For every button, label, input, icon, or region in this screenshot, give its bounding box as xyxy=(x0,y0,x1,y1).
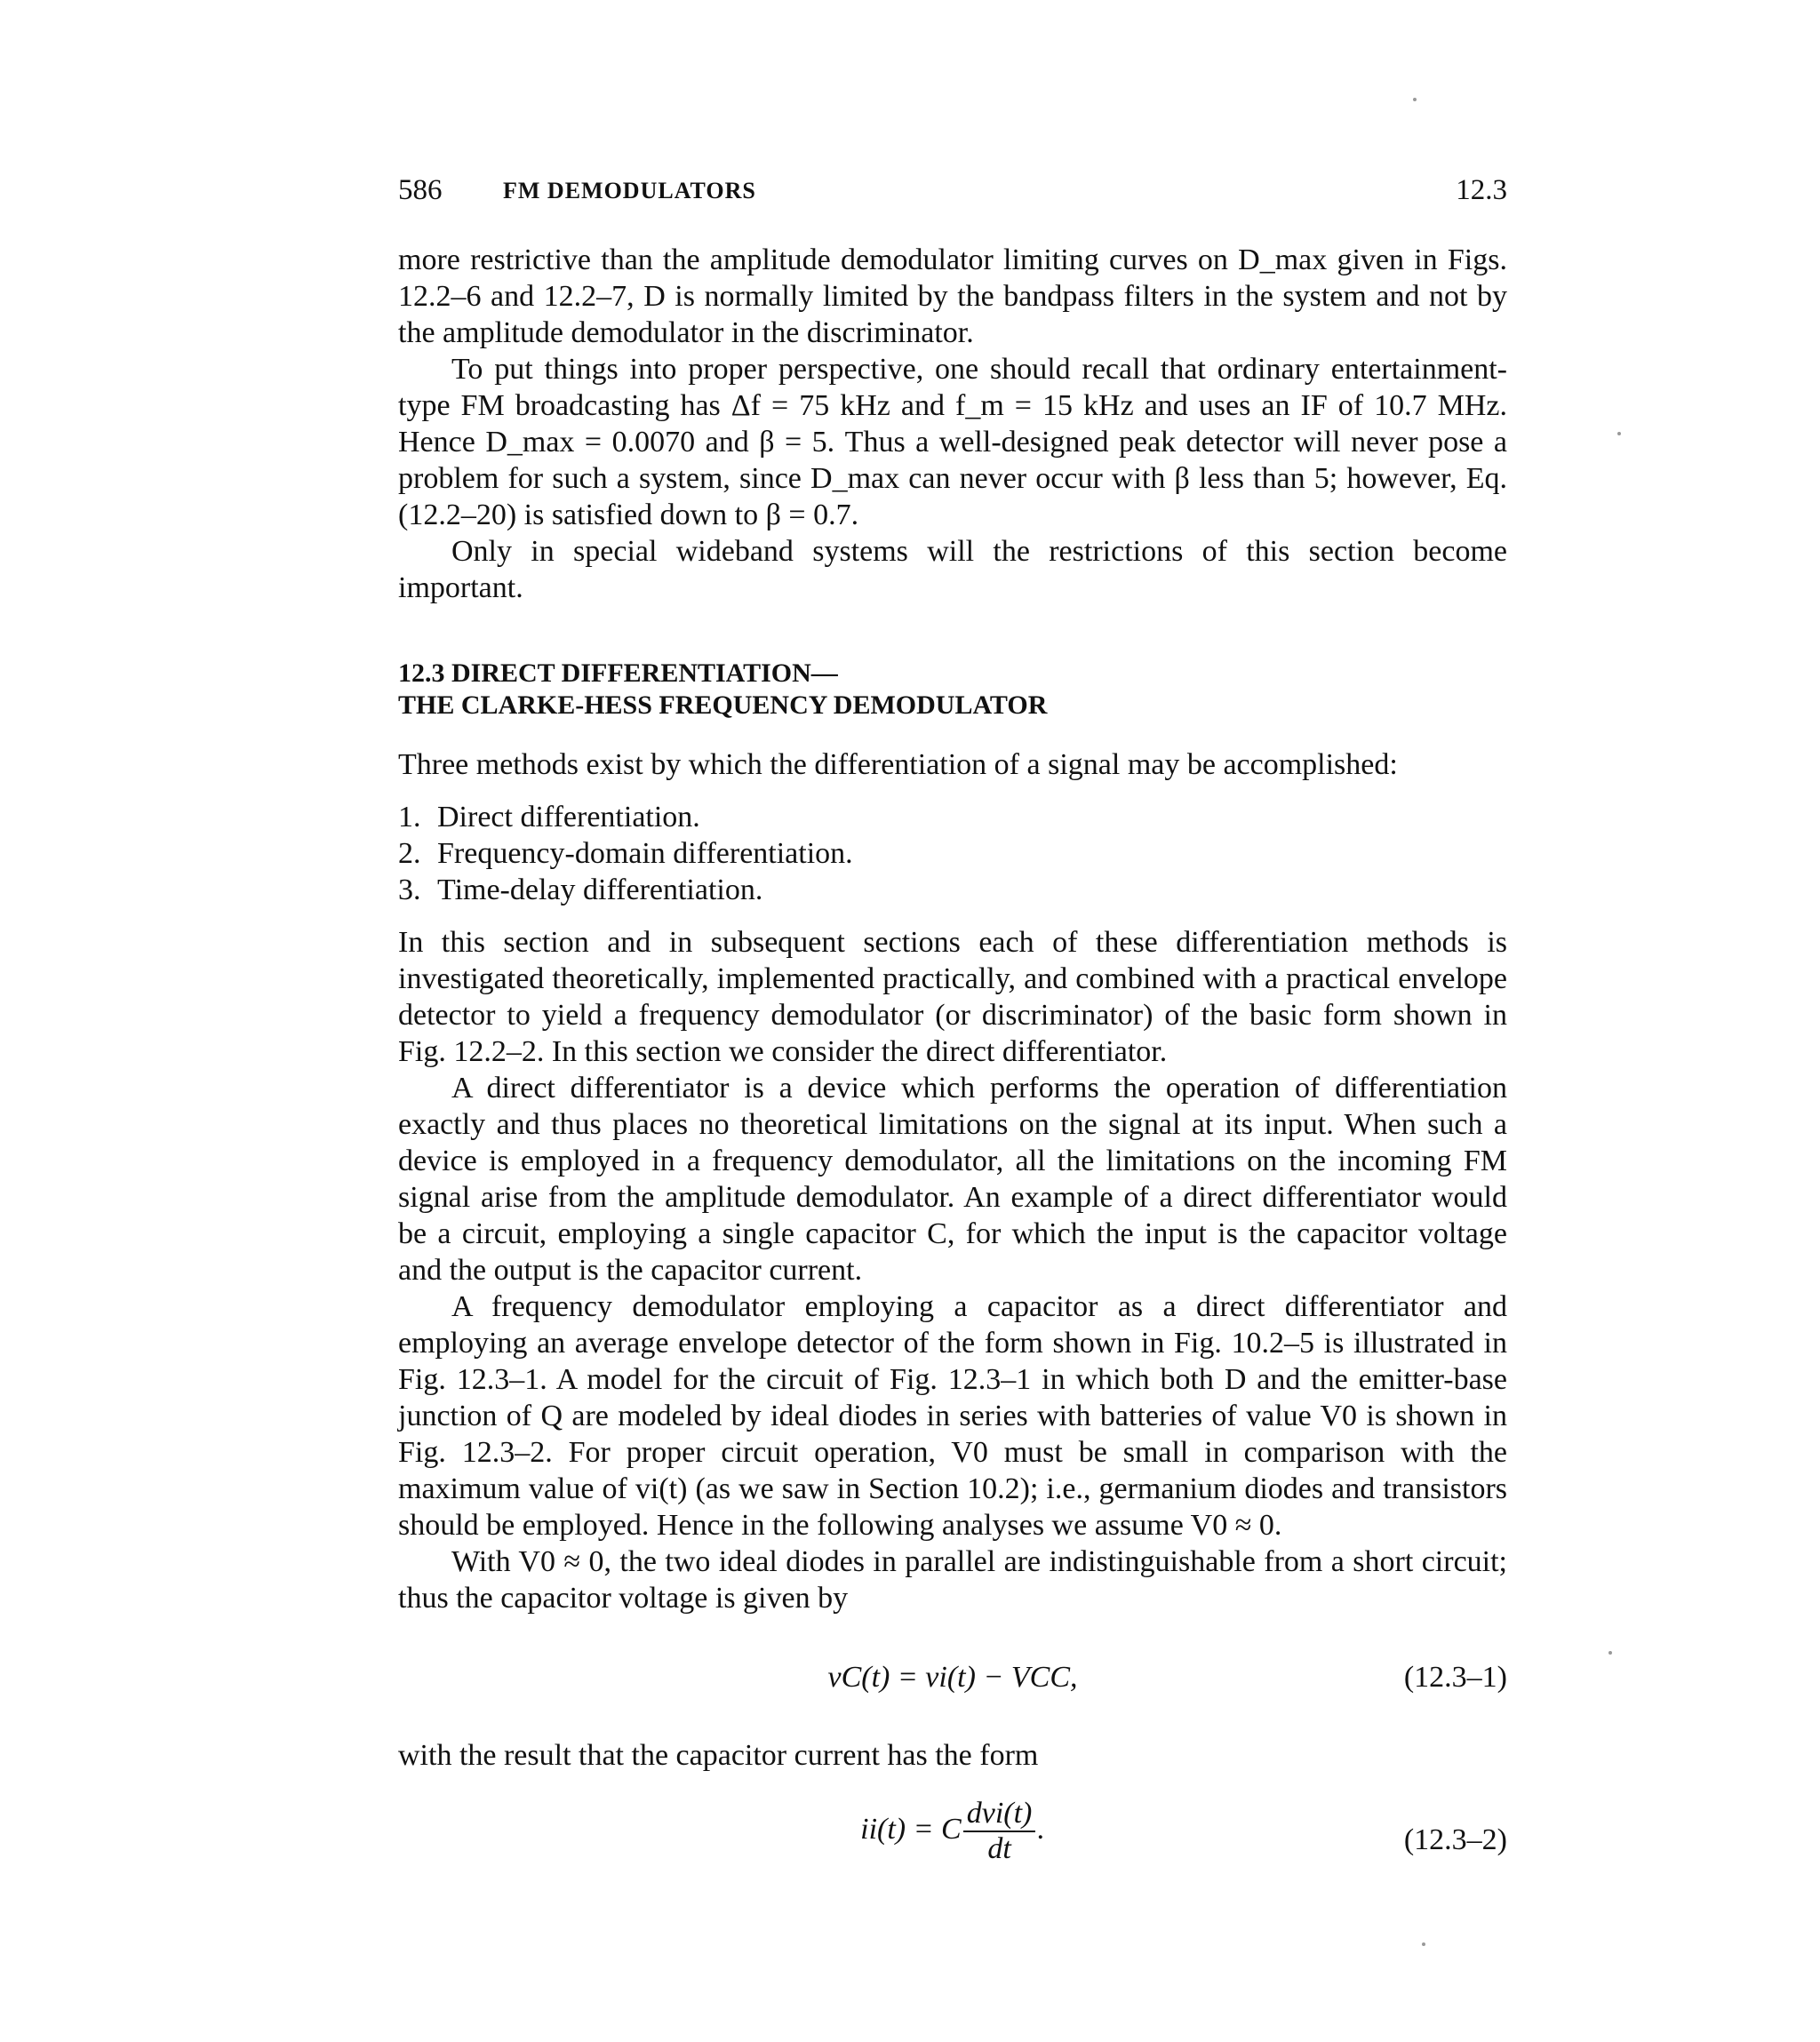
paragraph-short-circuit: With V0 ≈ 0, the two ideal diodes in parallel are indistinguishable from a short circuit; thus the capacitor voltage is given by xyxy=(398,1545,1507,1615)
speck-mark xyxy=(1608,1651,1612,1655)
list-item-number: 3. xyxy=(398,873,421,906)
derivative-fraction xyxy=(963,1797,1036,1866)
paragraph-methods: In this section and in subsequent sections each of these differentiation methods is investigated theoretically, implemented practically, and combined with a practical envelope detector to yield a frequency demodulator (or discriminator) of the basic form shown in Fig. 12.2–2. In this section we consider the direct differentiator. xyxy=(398,926,1507,1068)
equation-lhs: ii(t) = C xyxy=(860,1812,962,1846)
list-item-number: 2. xyxy=(398,837,421,870)
paragraph-continued: more restrictive than the amplitude demodulator limiting curves on D_max given in Figs. 12.2–6 and 12.2–7, D is normally limited by the bandpass filters in the system and not by the amplitude demodulator in the discriminator. xyxy=(398,243,1507,349)
methods-list xyxy=(398,799,1507,908)
list-item-text: Direct differentiation. xyxy=(437,801,700,834)
equation-number: (12.3–1) xyxy=(1403,1661,1507,1694)
speck-mark xyxy=(1413,98,1417,101)
page-header xyxy=(398,174,1507,213)
list-item-text: Frequency-domain differentiation. xyxy=(437,837,853,870)
equation-12-3-1 xyxy=(398,1648,1507,1711)
methods-intro: Three methods exist by which the differentiation of a signal may be accomplished: xyxy=(398,748,1398,781)
running-title: FM DEMODULATORS xyxy=(503,178,756,203)
list-item-number: 1. xyxy=(398,801,421,834)
page-number: 586 xyxy=(398,174,443,206)
section-heading-line1: 12.3 DIRECT DIFFERENTIATION— xyxy=(398,658,838,688)
list-item xyxy=(398,799,1507,835)
paragraph-wideband: Only in special wideband systems will the restrictions of this section become important. xyxy=(398,535,1507,604)
paragraph-perspective: To put things into proper perspective, one should recall that ordinary entertainment-type FM broadcasting has Δf = 75 kHz and f_m = 15 kHz and uses an IF of 10.7 MHz. Hence D_max = 0.0070 and β = 5. Thus a well-designed peak detector will never pose a problem for such a system, since D_max can never occur with β less than 5; however, Eq. (12.2–20) is satisfied down to β = 0.7. xyxy=(398,353,1507,531)
fraction-denominator: dt xyxy=(987,1832,1011,1865)
equation-tail: . xyxy=(1037,1812,1045,1846)
paragraph-capacitor-demodulator: A frequency demodulator employing a capacitor as a direct differentiator and employing an average envelope detector of the form shown in Fig. 10.2–5 is illustrated in Fig. 12.3–1. A model for the circuit of Fig. 12.3–1 in which both D and the emitter-base junction of Q are modeled by ideal diodes in series with batteries of value V0 is shown in Fig. 12.3–2. For proper circuit operation, V0 must be small in comparison with the maximum value of vi(t) (as we saw in Section 10.2); i.e., germanium diodes and transistors should be employed. Hence in the following analyses we assume V0 ≈ 0. xyxy=(398,1290,1507,1542)
equation-expression xyxy=(398,1797,1507,1866)
list-item xyxy=(398,872,1507,908)
page-body xyxy=(398,242,1507,1882)
equation-expression: vC(t) = vi(t) − VCC, xyxy=(827,1661,1078,1694)
list-item-text: Time-delay differentiation. xyxy=(437,873,763,906)
equation-number: (12.3–2) xyxy=(1403,1823,1507,1856)
section-heading xyxy=(398,658,1507,722)
paragraph-capacitor-current: with the result that the capacitor current has the form xyxy=(398,1739,1039,1772)
equation-12-3-2 xyxy=(398,1797,1507,1882)
section-number: 12.3 xyxy=(1456,174,1507,206)
speck-mark xyxy=(1422,1942,1425,1946)
fraction-numerator: dvi(t) xyxy=(963,1797,1036,1832)
paragraph-direct-differentiator: A direct differentiator is a device which performs the operation of differentiation exactly and thus places no theoretical limitations on the signal at its input. When such a device is employed in a frequency demodulator, all the limitations on the incoming FM signal arise from the amplitude demodulator. An example of a direct differentiator would be a circuit, employing a single capacitor C, for which the input is the capacitor voltage and the output is the capacitor current. xyxy=(398,1072,1507,1287)
list-item xyxy=(398,835,1507,872)
speck-mark xyxy=(1617,432,1621,435)
section-heading-line2: THE CLARKE-HESS FREQUENCY DEMODULATOR xyxy=(398,690,1048,720)
